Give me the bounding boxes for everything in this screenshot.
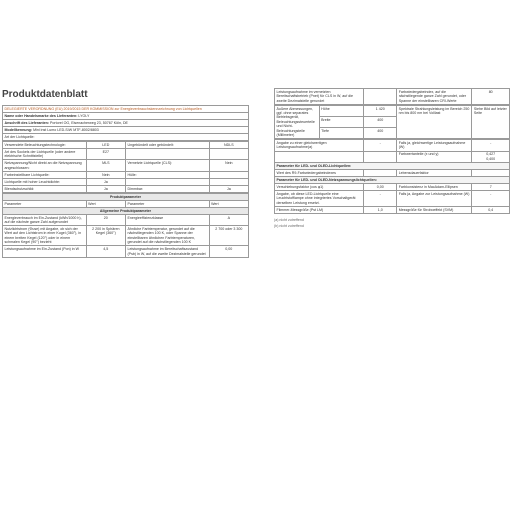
type-row — [3, 149, 249, 160]
right-rows-table — [274, 139, 510, 214]
col-param-1: Parameter — [3, 200, 87, 207]
value-cell: 0,4 — [472, 206, 510, 213]
value-cell: 2 200 in Sphären Kegel (360°) — [86, 226, 125, 246]
value-cell: A — [209, 214, 248, 225]
value-cell: Ja — [86, 178, 125, 185]
param-cell: Farbeinstellbare Lichtquelle: — [3, 171, 87, 178]
param-cell: Netzspannung/Nicht direkt an die Netzspannung angeschlossen: — [3, 160, 87, 171]
supplier-address-row — [3, 120, 249, 127]
param-cell: Leistungsaufnahme im vernetzten Bereitschaftsbetrieb (Pnet) für CLS in W, auf die zweite Dezimalstelle gerundet — [275, 89, 364, 105]
value-cell — [209, 171, 248, 178]
param-cell: Ähnliche Farbtemperatur, gerundet auf die nächstliegenden 100 K, oder Spanne der einstellbaren ähnlichen Farbtemperaturen, gerundet auf die nächstliegenden 100 K — [125, 226, 209, 246]
led-mains-title: Parameter für LED- und OLED-Netzspannungslichtquellen: — [275, 177, 510, 184]
dimension-value: 400 — [364, 128, 397, 139]
value-cell — [364, 151, 397, 162]
type-table — [2, 141, 249, 193]
param-cell: Lichtquelle mit hoher Leuchtdichte: — [3, 178, 87, 185]
value-cell: - — [472, 191, 510, 207]
param-cell: Hülle: — [125, 171, 209, 178]
param-cell: Leistungsaufnahme im Ein-Zustand (Pon) in W — [3, 246, 87, 257]
value-cell — [364, 89, 397, 105]
param-cell: Energieverbrauch im Ein-Zustand (kWh/1000 h), auf die nächste ganze Zahl aufgerundet — [3, 214, 87, 225]
value-cell: - — [364, 140, 397, 151]
right-top-table — [274, 88, 510, 105]
type-row — [3, 142, 249, 149]
param-cell — [275, 151, 364, 162]
value-cell: 0,00 — [364, 184, 397, 191]
value-cell: 7 — [472, 184, 510, 191]
value-cell: 2 700 oder 3 300 — [209, 226, 248, 246]
value-cell: NDLS — [209, 142, 248, 149]
value-cell: 1,0 — [364, 206, 397, 213]
value-cell: Nein — [209, 160, 248, 171]
general-param-row — [3, 226, 249, 246]
dimensions-table — [274, 105, 510, 139]
value-cell: Ja — [86, 185, 125, 192]
value-cell: 4,5 — [86, 246, 125, 257]
product-params-table — [2, 193, 249, 258]
led-params-title: Parameter für LED- und OLED-Lichtquellen: — [275, 163, 510, 170]
model-id: Mini inst Lumo LED-S/W MTF-8002/8803 — [33, 127, 99, 132]
param-cell: Blendschutzschild: — [3, 185, 87, 192]
header-table — [2, 105, 249, 141]
col-param-2: Parameter — [125, 200, 209, 207]
param-cell: Farbkonsistenz in MacAdam-Ellipsen — [397, 184, 472, 191]
param-cell — [125, 149, 209, 160]
param-cell: Falls ja, Angabe zur Leistungsaufnahme (W) — [397, 191, 472, 207]
dimension-name: Höhe — [319, 105, 364, 116]
value-cell: - — [472, 140, 510, 151]
value-cell: 80 — [472, 89, 510, 105]
param-cell: Lebensdauerfaktor — [397, 170, 472, 177]
dimension-value: 400 — [364, 116, 397, 127]
param-cell: Messgröße für Stroboeffekt (SVM) — [397, 206, 472, 213]
col-value-1: Wert — [86, 200, 125, 207]
model-row — [3, 127, 249, 134]
dimension-name: Tiefe — [319, 128, 364, 139]
footnote-b: (b) nicht zutreffend — [274, 224, 304, 229]
value-cell: 20 — [86, 214, 125, 225]
type-row — [3, 185, 249, 192]
param-cell: Angabe, ob diese LED-Lichtquelle eine Leuchtstofflampe ohne integriertes Vorschaltgerät derselben Leistung ersetzt. — [275, 191, 364, 207]
type-row — [3, 171, 249, 178]
param-cell: Leistungsaufnahme im Bereitschaftszustand (Psb) in W, auf die zweite Dezimalstelle gerundet — [125, 246, 209, 257]
dimension-row — [275, 105, 510, 116]
param-cell: Farbwertanteile (x und y) — [397, 151, 472, 162]
value-cell — [209, 178, 248, 185]
general-param-row — [3, 214, 249, 225]
type-label: Art der Lichtquelle: — [3, 134, 249, 141]
supplier-address-label: Anschrift des Lieferanten: — [4, 120, 50, 125]
footnote-a: (a) nicht zutreffend — [274, 217, 304, 222]
param-cell: Falls ja, gleichwertige Leistungsaufnahme (W) — [397, 140, 472, 151]
param-cell: Ungebündelt oder gebündelt: — [125, 142, 209, 149]
spectral-label: Spektrale Strahlungsleistung im Bereich 250 nm bis 800 nm bei Volllast — [397, 105, 472, 138]
value-cell — [364, 170, 397, 177]
mains-param-row — [275, 184, 510, 191]
dimension-name: Breite — [319, 116, 364, 127]
left-column — [2, 88, 249, 258]
value-cell: E27 — [86, 149, 125, 160]
regulation-text: DELEGIERTE VERORDNUNG (EU) 2019/2015 DER KOMMISSION zur Energieverbrauchskennzeichnung von Lichtquellen — [3, 106, 249, 113]
supplier-name-row — [3, 113, 249, 120]
type-row — [3, 160, 249, 171]
footnotes — [274, 218, 510, 229]
general-params-title: Allgemeine Produktparameter — [3, 207, 249, 214]
dimensions-label: Äußere Abmessungen, ggf. ohne separates Betriebsgerät, Beleuchtungssteuerteile und Nicht-Beleuchtungsteile (Millimeter) — [275, 105, 320, 138]
general-param-row — [3, 246, 249, 257]
param-cell: Dimmbar: — [125, 185, 209, 192]
value-cell: - — [364, 191, 397, 207]
supplier-address: Portorel OG, Eisenacherweg 23, 50767 Köln, DE — [50, 120, 128, 125]
param-cell: Energieeffizienzklasse — [125, 214, 209, 225]
dimension-value: 1 420 — [364, 105, 397, 116]
param-row — [275, 151, 510, 162]
param-cell: Farbwiedergabeindex, auf die nächstliegende ganze Zahl gerundet, oder Spanne der einstellbaren CRI-Werte — [397, 89, 472, 105]
param-cell: Art des Sockels der Lichtquelle (oder andere elektrische Schnittstelle) — [3, 149, 87, 160]
value-cell: MLS — [86, 160, 125, 171]
value-cell: Ja — [209, 185, 248, 192]
param-cell: Vernetzte Lichtquelle (CLS): — [125, 160, 209, 171]
led-param-row — [275, 170, 510, 177]
supplier-name: LYOLY — [78, 113, 90, 118]
param-row — [275, 140, 510, 151]
param-cell: Flimmer-Messgröße (Pst LM) — [275, 206, 364, 213]
spectral-value: Siehe Bild auf letzter Seite — [472, 105, 510, 138]
value-cell — [472, 170, 510, 177]
param-cell: Nutzlichtstrom (Φuse) mit Angabe, ob sich der Wert auf den Lichtstrom in einer Kugel (360°), in einem breiten Kegel (120°) oder in einem schmalen Kegel (90°) bezieht — [3, 226, 87, 246]
supplier-name-label: Name oder Handelsmarke des Lieferanten: — [4, 113, 78, 118]
value-cell: 0,427 0,400 — [472, 151, 510, 162]
col-value-2: Wert — [209, 200, 248, 207]
param-row — [275, 89, 510, 105]
mains-param-row — [275, 206, 510, 213]
value-cell: LED — [86, 142, 125, 149]
type-row — [3, 178, 249, 185]
param-cell: Verschiebungsfaktor (cos φ1) — [275, 184, 364, 191]
value-cell: 0,00 — [209, 246, 248, 257]
page-title: Produktdatenblatt — [2, 89, 88, 100]
param-cell — [125, 178, 209, 185]
right-column — [274, 88, 510, 231]
value-cell: Nein — [86, 171, 125, 178]
product-params-title: Produktparameter — [3, 193, 249, 200]
mains-param-row — [275, 191, 510, 207]
param-cell: Verwendete Beleuchtungstechnologie: — [3, 142, 87, 149]
param-cell: Angabe zu einer gleichwertigen Leistungsaufnahme(a) — [275, 140, 364, 151]
value-cell — [209, 149, 248, 160]
model-label: Modellkennung: — [4, 127, 33, 132]
param-cell: Wert des R9-Farbwiedergabeindexes — [275, 170, 364, 177]
